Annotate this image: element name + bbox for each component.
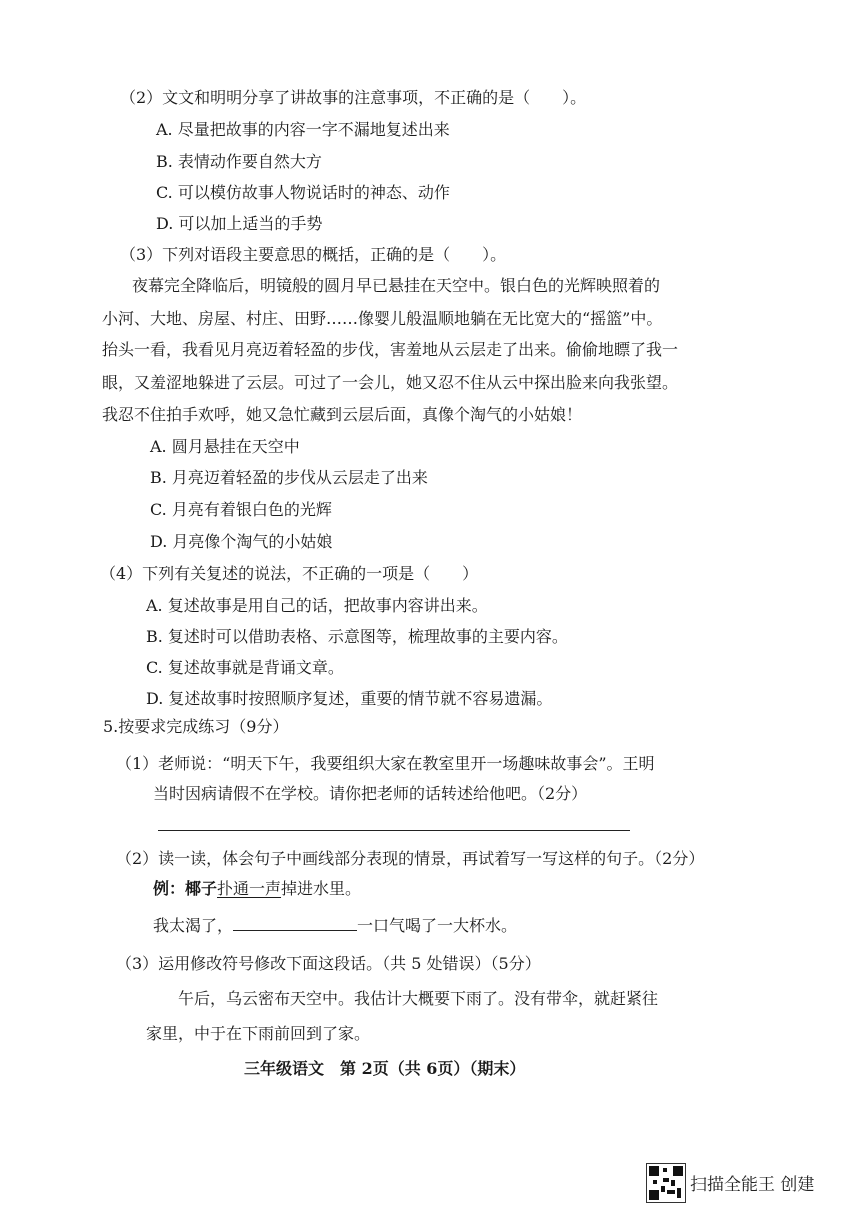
section5-p1-line1: （1）老师说：“明天下午，我要组织大家在教室里开一场趣味故事会”。王明 [116,754,655,773]
q3-option-a: A. 圆月悬挂在天空中 [150,437,300,456]
example-prefix: 例：椰子 [153,879,218,898]
section5-p3-stem: （3）运用修改符号修改下面这段话。（共 5 处错误）（5分） [116,954,541,973]
q2-stem: （2）文文和明明分享了讲故事的注意事项，不正确的是（ ）。 [120,88,587,107]
q3-passage-line: 我忍不住拍手欢呼，她又急忙藏到云层后面，真像个淘气的小姑娘！ [102,405,583,424]
section5-p3-line1: 午后，乌云密布天空中。我估计大概要下雨了。没有带伞，就赶紧往 [178,989,659,1008]
q2-option-a: A. 尽量把故事的内容一字不漏地复述出来 [156,120,450,139]
section5-p3-line2: 家里，中于在下雨前回到了家。 [146,1024,371,1043]
q3-passage-line: 夜幕完全降临后，明镜般的圆月早已悬挂在天空中。银白色的光辉映照着的 [132,276,661,295]
q4-option-d: D. 复述故事时按照顺序复述，重要的情节就不容易遗漏。 [146,689,553,708]
q3-passage-line: 小河、大地、房屋、村庄、田野……像婴儿般温顺地躺在无比宽大的“摇篮”中。 [102,309,663,328]
fill-blank[interactable] [233,914,357,931]
q3-passage-line: 抬头一看，我看见月亮迈着轻盈的步伐，害羞地从云层走了出来。偷偷地瞟了我一 [102,340,679,359]
page-footer: 三年级语文 第 2页（共 6页）（期末） [244,1059,526,1078]
qr-code-icon [646,1163,686,1203]
example-underlined: 扑通一声 [217,879,282,898]
section5-p2-stem: （2）读一读，体会句子中画线部分表现的情景，再试着写一写这样的句子。（2分） [116,849,705,868]
q3-stem: （3）下列对语段主要意思的概括，正确的是（ ）。 [120,245,507,264]
fill-suffix: 一口气喝了一大杯水。 [357,916,518,935]
q4-option-a: A. 复述故事是用自己的话，把故事内容讲出来。 [146,596,488,615]
fill-sentence [153,914,517,937]
q3-option-b: B. 月亮迈着轻盈的步伐从云层走了出来 [150,468,428,487]
section5-heading: 5.按要求完成练习（9分） [103,717,289,736]
q2-option-b: B. 表情动作要自然大方 [156,152,322,171]
q4-stem: （4）下列有关复述的说法，不正确的一项是（ ） [100,564,479,583]
q3-option-d: D. 月亮像个淘气的小姑娘 [150,532,333,551]
q4-option-b: B. 复述时可以借助表格、示意图等，梳理故事的主要内容。 [146,627,568,646]
q4-option-c: C. 复述故事就是背诵文章。 [146,658,344,677]
q3-option-c: C. 月亮有着银白色的光辉 [150,500,332,519]
answer-line[interactable] [158,830,630,831]
scanner-brand-label: 扫描全能王 创建 [690,1175,815,1195]
q2-option-c: C. 可以模仿故事人物说话时的神态、动作 [156,183,450,202]
fill-prefix: 我太渴了， [153,916,234,935]
example-sentence [153,878,361,900]
section5-p1-line2: 当时因病请假不在学校。请你把老师的话转述给他吧。（2分） [153,784,588,803]
q3-passage-line: 眼，又羞涩地躲进了云层。可过了一会儿，她又忍不住从云中探出脸来向我张望。 [102,373,679,392]
example-suffix: 掉进水里。 [281,879,362,898]
q2-option-d: D. 可以加上适当的手势 [156,214,323,233]
